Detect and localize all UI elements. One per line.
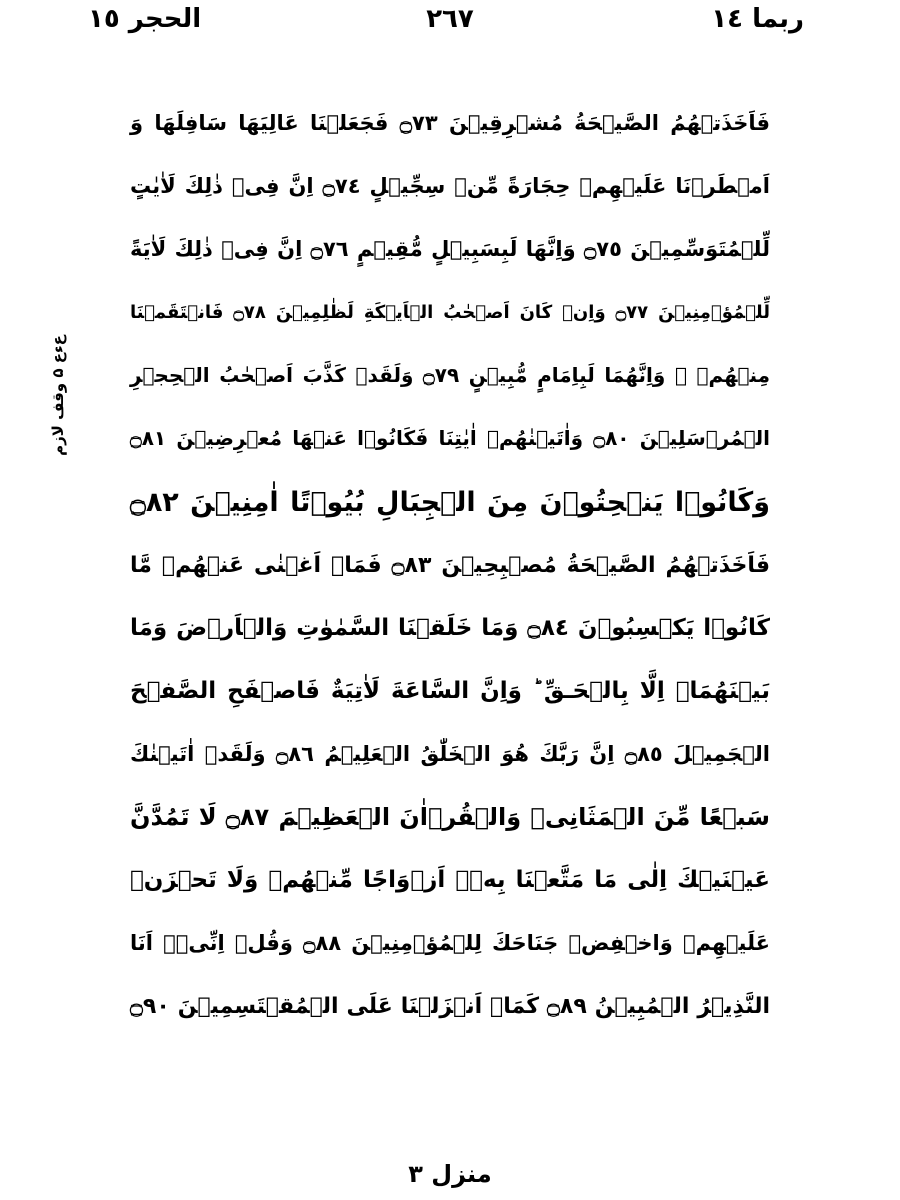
verse-line: مِنۡهُمۡ ۘ وَاِنَّهُمَا لَبِاِمَامٍ مُّبِيۡنٍ ۝٧٩ وَلَقَدۡ كَذَّبَ اَصۡحٰبُ الۡحِجۡرِ [130,363,770,388]
juz-name: ربما ١٤ [711,4,804,34]
verse-text-block [130,92,770,1102]
page-header [0,0,900,50]
verse-line: الۡجَمِيۡلَ ۝٨٥ اِنَّ رَبَّكَ هُوَ الۡخَلّٰقُ الۡعَلِيۡمُ ۝٨٦ وَلَقَدۡ اٰتَيۡنٰكَ [130,741,770,766]
verse-line: سَبۡعًا مِّنَ الۡمَثَانِىۡ وَالۡقُرۡاٰنَ الۡعَظِيۡمَ ۝٨٧ لَا تَمُدَّنَّ [130,803,771,832]
verse-line: عَيۡنَيۡكَ اِلٰى مَا مَتَّعۡنَا بِهٖۤ اَزۡوَاجًا مِّنۡهُمۡ وَلَا تَحۡزَنۡ [130,867,770,894]
manzil-label: منزل ٣ [408,1160,492,1188]
page-number: ٢٦٧ [426,4,474,34]
verse-line: عَلَيۡهِمۡ وَاخۡفِضۡ جَنَاحَكَ لِلۡمُؤۡمِنِيۡنَ ۝٨٨ وَقُلۡ اِنِّىۡۤ اَنَا [130,931,770,956]
verse-line: فَاَخَذَتۡهُمُ الصَّيۡحَةُ مُصۡبِحِيۡنَ ۝٨٣ فَمَاۤ اَغۡنٰى عَنۡهُمۡ مَّا [130,552,770,578]
ruku-marker-text: عءع ۵ وقف لازم [48,334,67,456]
surah-name: الحجر ١٥ [88,4,202,34]
verse-line: بَيۡنَهُمَاۤ اِلَّا بِالۡحَـقِّ ؕ وَاِنَّ السَّاعَةَ لَاٰتِيَةٌ فَاصۡفَحِ الصَّفۡحَ [130,677,770,704]
verse-line: لِّلۡمُؤۡمِنِيۡنَ ۝٧٧ وَاِنۡ كَانَ اَصۡحٰبُ الۡاَيۡكَةِ لَظٰلِمِيۡنَ ۝٧٨ فَانۡتَقَمۡنَا [130,302,770,324]
verse-line: وَكَانُوۡا يَنۡحِتُوۡنَ مِنَ الۡجِبَالِ بُيُوۡتًا اٰمِنِيۡنَ ۝٨٢ [130,486,770,518]
verse-line: النَّذِيۡرُ الۡمُبِيۡنُ ۝٨٩ كَمَاۤ اَنۡزَلۡنَا عَلَى الۡمُقۡتَسِمِيۡنَ ۝٩٠ [130,994,770,1020]
verse-line: الۡمُرۡسَلِيۡنَ ۝٨٠ وَاٰتَيۡنٰهُمۡ اٰيٰتِنَا فَكَانُوۡا عَنۡهَا مُعۡرِضِيۡنَ ۝٨١ [130,426,770,451]
verse-line: كَانُوۡا يَكۡسِبُوۡنَ ۝٨٤ وَمَا خَلَقۡنَا السَّمٰوٰتِ وَالۡاَرۡضَ وَمَا [130,614,770,641]
verse-line: لِّلۡمُتَوَسِّمِيۡنَ ۝٧٥ وَاِنَّهَا لَبِسَبِيۡلٍ مُّقِيۡمٍ ۝٧٦ اِنَّ فِىۡ ذٰلِكَ لَاٰيَةً [130,237,770,262]
ruku-marker [28,334,88,456]
verse-line: فَاَخَذَتۡهُمُ الصَّيۡحَةُ مُشۡرِقِيۡنَ ۝٧٣ فَجَعَلۡنَا عَالِيَهَا سَافِلَهَا وَ [130,111,770,135]
page-footer [0,1160,900,1200]
verse-line: اَمۡطَرۡنَا عَلَيۡهِمۡ حِجَارَةً مِّنۡ سِجِّيۡلٍ ۝٧٤ اِنَّ فِىۡ ذٰلِكَ لَاٰيٰتٍ [130,174,771,199]
